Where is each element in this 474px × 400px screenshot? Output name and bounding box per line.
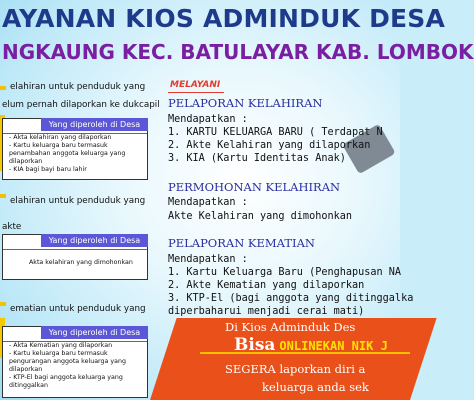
info-box-2 xyxy=(2,234,148,280)
section-marker xyxy=(0,86,6,90)
section3-line: Mendapatkan : xyxy=(168,254,248,265)
banner-line2 xyxy=(234,335,388,355)
section1-line: Mendapatkan : xyxy=(168,114,248,125)
box1-item-2: - Kartu keluarga baru termasuk xyxy=(9,142,108,149)
box-header: Yang diperoleh di Desa xyxy=(41,326,148,339)
box1-item-5: - KIA bagi bayi baru lahir xyxy=(9,166,87,173)
page-title: AYANAN KIOS ADMINDUK DESA xyxy=(2,4,446,33)
section1-line: 2. Akte Kelahiran yang dilaporkan xyxy=(168,140,371,151)
left-section1-line1: elahiran untuk penduduk yang xyxy=(10,82,146,92)
section3-line: diperbaharui menjadi cerai mati) xyxy=(168,306,365,317)
banner-line4: keluarga anda sek xyxy=(262,380,369,394)
left-section2-line2: akte xyxy=(2,222,22,232)
box3-item-1: - Akta Kematian yang dilaporkan xyxy=(9,342,113,349)
box3-item-5: - KTP-El bagi anggota keluarga yang xyxy=(9,374,123,381)
section-title-permohonan-kelahiran: PERMOHONAN KELAHIRAN xyxy=(168,180,341,194)
tag-underline xyxy=(168,92,224,93)
banner-line3: SEGERA laporkan diri a xyxy=(225,362,366,376)
box1-item-3: penambahan anggota keluarga yang xyxy=(9,150,126,157)
melayani-tag: MELAYANI xyxy=(170,80,221,90)
section-title-pelaporan-kematian: PELAPORAN KEMATIAN xyxy=(168,236,315,250)
section-title-pelaporan-kelahiran: PELAPORAN KELAHIRAN xyxy=(168,96,323,110)
section-marker xyxy=(0,302,6,306)
info-box-1 xyxy=(2,118,148,180)
section2-line: Mendapatkan : xyxy=(168,197,248,208)
info-box-3 xyxy=(2,326,148,398)
section1-line: 1. KARTU KELUARGA BARU ( Terdapat N xyxy=(168,127,383,138)
box-header: Yang diperoleh di Desa xyxy=(41,234,148,247)
box3-item-3: pengurangan anggota keluarga yang xyxy=(9,358,126,365)
box-header: Yang diperoleh di Desa xyxy=(41,118,148,131)
page-subtitle: NGKAUNG KEC. BATULAYAR KAB. LOMBOK xyxy=(2,40,474,64)
box1-item-4: dilaporkan xyxy=(9,158,43,165)
section2-line: Akte Kelahiran yang dimohonkan xyxy=(168,211,353,222)
box3-item-6: ditinggalkan xyxy=(9,382,48,389)
box3-item-4: dilaporkan xyxy=(9,366,43,373)
section1-line: 3. KIA (Kartu Identitas Anak) xyxy=(168,153,346,164)
banner-line1: Di Kios Adminduk Des xyxy=(225,320,356,334)
section-marker xyxy=(0,194,6,198)
banner-line2-bisa: Bisa xyxy=(234,335,276,355)
banner-line2-highlight: ONLINEKAN NIK J xyxy=(279,339,388,353)
left-section1-line2: elum pernah dilaporkan ke dukcapil xyxy=(2,100,160,110)
left-section3-line1: ematian untuk penduduk yang xyxy=(10,304,146,314)
box1-item-1: - Akta kelahiran yang dilaporkan xyxy=(9,134,112,141)
box3-item-2: - Kartu keluarga baru termasuk xyxy=(9,350,108,357)
box-divider xyxy=(3,249,147,250)
section3-line: 1. Kartu Keluarga Baru (Penghapusan NA xyxy=(168,267,402,278)
section3-line: 2. Akte Kematian yang dilaporkan xyxy=(168,280,365,291)
section3-line: 3. KTP-El (bagi anggota yang ditinggalka xyxy=(168,293,414,304)
left-section2-line1: elahiran untuk penduduk yang xyxy=(10,196,146,206)
box2-item-1: Akta kelahiran yang dimohonkan xyxy=(29,259,133,266)
